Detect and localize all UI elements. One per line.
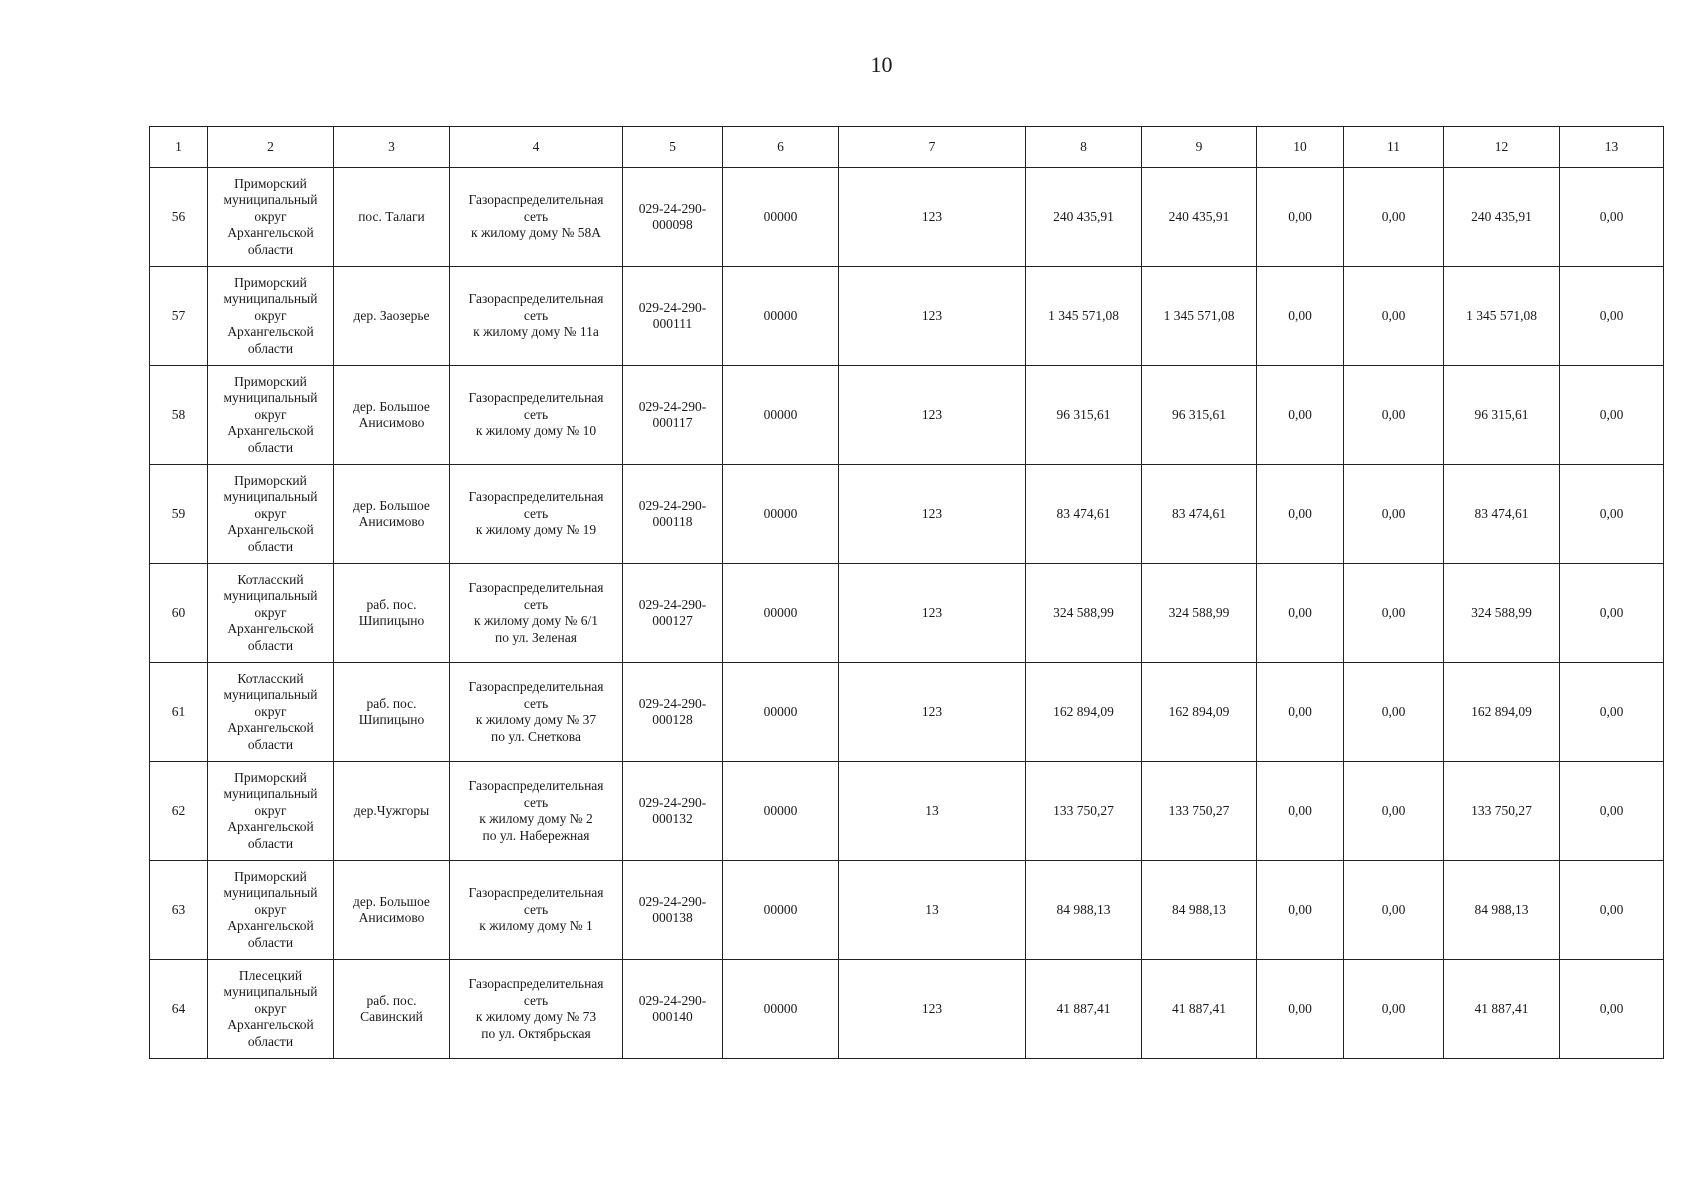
code-cell: 123 <box>839 366 1026 465</box>
amount-cell: 83 474,61 <box>1142 465 1257 564</box>
row-number: 56 <box>150 168 208 267</box>
amount-cell: 0,00 <box>1344 465 1444 564</box>
table-header <box>150 127 1664 168</box>
column-header: 3 <box>334 127 450 168</box>
amount-cell: 0,00 <box>1257 564 1344 663</box>
amount-cell: 0,00 <box>1344 366 1444 465</box>
amount-cell: 0,00 <box>1344 663 1444 762</box>
row-number: 57 <box>150 267 208 366</box>
row-number: 58 <box>150 366 208 465</box>
column-header: 5 <box>623 127 723 168</box>
amount-cell: 133 750,27 <box>1026 762 1142 861</box>
code-cell: 123 <box>839 663 1026 762</box>
amount-cell: 0,00 <box>1560 960 1664 1059</box>
row-number: 64 <box>150 960 208 1059</box>
amount-cell: 0,00 <box>1344 267 1444 366</box>
column-header: 12 <box>1444 127 1560 168</box>
amount-cell: 1 345 571,08 <box>1444 267 1560 366</box>
district-cell: Приморский муниципальный округ Архангельской области <box>208 267 334 366</box>
amount-cell: 162 894,09 <box>1026 663 1142 762</box>
code-cell: 123 <box>839 564 1026 663</box>
amount-cell: 0,00 <box>1257 366 1344 465</box>
column-header: 11 <box>1344 127 1444 168</box>
amount-cell: 0,00 <box>1560 564 1664 663</box>
page-number: 10 <box>870 52 893 77</box>
column-header: 1 <box>150 127 208 168</box>
row-number: 61 <box>150 663 208 762</box>
object-cell: Газораспределительная сеть к жилому дому № 10 <box>450 366 623 465</box>
column-header: 10 <box>1257 127 1344 168</box>
registry-number-cell: 029-24-290- 000117 <box>623 366 723 465</box>
amount-cell: 96 315,61 <box>1026 366 1142 465</box>
table-row <box>150 861 1664 960</box>
code-cell: 00000 <box>723 465 839 564</box>
table-row <box>150 168 1664 267</box>
amount-cell: 0,00 <box>1560 762 1664 861</box>
amount-cell: 0,00 <box>1344 564 1444 663</box>
code-cell: 123 <box>839 960 1026 1059</box>
amount-cell: 84 988,13 <box>1026 861 1142 960</box>
amount-cell: 0,00 <box>1257 861 1344 960</box>
object-cell: Газораспределительная сеть к жилому дому № 58А <box>450 168 623 267</box>
amount-cell: 41 887,41 <box>1444 960 1560 1059</box>
settlement-cell: раб. пос. Савинский <box>334 960 450 1059</box>
settlement-cell: раб. пос. Шипицыно <box>334 564 450 663</box>
settlement-cell: дер.Чужгоры <box>334 762 450 861</box>
table-row <box>150 465 1664 564</box>
amount-cell: 240 435,91 <box>1026 168 1142 267</box>
registry-number-cell: 029-24-290- 000132 <box>623 762 723 861</box>
code-cell: 00000 <box>723 762 839 861</box>
amount-cell: 0,00 <box>1257 267 1344 366</box>
amount-cell: 83 474,61 <box>1026 465 1142 564</box>
column-header: 2 <box>208 127 334 168</box>
table-body <box>150 168 1664 1059</box>
amount-cell: 0,00 <box>1560 861 1664 960</box>
amount-cell: 0,00 <box>1560 663 1664 762</box>
table-row <box>150 960 1664 1059</box>
settlement-cell: дер. Заозерье <box>334 267 450 366</box>
amount-cell: 83 474,61 <box>1444 465 1560 564</box>
amount-cell: 0,00 <box>1560 366 1664 465</box>
row-number: 60 <box>150 564 208 663</box>
registry-number-cell: 029-24-290- 000098 <box>623 168 723 267</box>
code-cell: 00000 <box>723 861 839 960</box>
amount-cell: 162 894,09 <box>1444 663 1560 762</box>
amount-cell: 0,00 <box>1344 168 1444 267</box>
amount-cell: 240 435,91 <box>1444 168 1560 267</box>
settlement-cell: дер. Большое Анисимово <box>334 366 450 465</box>
settlement-cell: раб. пос. Шипицыно <box>334 663 450 762</box>
settlement-cell: дер. Большое Анисимово <box>334 861 450 960</box>
code-cell: 123 <box>839 267 1026 366</box>
code-cell: 00000 <box>723 960 839 1059</box>
registry-number-cell: 029-24-290- 000138 <box>623 861 723 960</box>
object-cell: Газораспределительная сеть к жилому дому № 11а <box>450 267 623 366</box>
amount-cell: 0,00 <box>1257 465 1344 564</box>
code-cell: 00000 <box>723 168 839 267</box>
amount-cell: 41 887,41 <box>1026 960 1142 1059</box>
row-number: 59 <box>150 465 208 564</box>
registry-number-cell: 029-24-290- 000127 <box>623 564 723 663</box>
district-cell: Приморский муниципальный округ Архангельской области <box>208 465 334 564</box>
row-number: 63 <box>150 861 208 960</box>
amount-cell: 0,00 <box>1560 168 1664 267</box>
code-cell: 13 <box>839 762 1026 861</box>
amount-cell: 133 750,27 <box>1444 762 1560 861</box>
table-row <box>150 366 1664 465</box>
district-cell: Приморский муниципальный округ Архангельской области <box>208 168 334 267</box>
amount-cell: 324 588,99 <box>1142 564 1257 663</box>
district-cell: Приморский муниципальный округ Архангельской области <box>208 366 334 465</box>
code-cell: 00000 <box>723 564 839 663</box>
object-cell: Газораспределительная сеть к жилому дому № 6/1 по ул. Зеленая <box>450 564 623 663</box>
code-cell: 13 <box>839 861 1026 960</box>
amount-cell: 0,00 <box>1344 762 1444 861</box>
amount-cell: 0,00 <box>1560 465 1664 564</box>
column-header: 7 <box>839 127 1026 168</box>
object-cell: Газораспределительная сеть к жилому дому № 1 <box>450 861 623 960</box>
table-row <box>150 762 1664 861</box>
object-cell: Газораспределительная сеть к жилому дому № 37 по ул. Снеткова <box>450 663 623 762</box>
header-row <box>150 127 1664 168</box>
district-cell: Котласский муниципальный округ Архангельской области <box>208 564 334 663</box>
amount-cell: 84 988,13 <box>1142 861 1257 960</box>
amount-cell: 0,00 <box>1344 960 1444 1059</box>
amount-cell: 0,00 <box>1257 663 1344 762</box>
registry-number-cell: 029-24-290- 000111 <box>623 267 723 366</box>
amount-cell: 96 315,61 <box>1444 366 1560 465</box>
table-row <box>150 663 1664 762</box>
code-cell: 123 <box>839 168 1026 267</box>
registry-table <box>149 126 1664 1059</box>
amount-cell: 0,00 <box>1344 861 1444 960</box>
settlement-cell: пос. Талаги <box>334 168 450 267</box>
amount-cell: 133 750,27 <box>1142 762 1257 861</box>
registry-number-cell: 029-24-290- 000140 <box>623 960 723 1059</box>
amount-cell: 96 315,61 <box>1142 366 1257 465</box>
column-header: 4 <box>450 127 623 168</box>
amount-cell: 0,00 <box>1560 267 1664 366</box>
amount-cell: 1 345 571,08 <box>1026 267 1142 366</box>
object-cell: Газораспределительная сеть к жилому дому № 19 <box>450 465 623 564</box>
column-header: 8 <box>1026 127 1142 168</box>
object-cell: Газораспределительная сеть к жилому дому № 2 по ул. Набережная <box>450 762 623 861</box>
district-cell: Приморский муниципальный округ Архангельской области <box>208 861 334 960</box>
code-cell: 123 <box>839 465 1026 564</box>
row-number: 62 <box>150 762 208 861</box>
amount-cell: 0,00 <box>1257 168 1344 267</box>
amount-cell: 1 345 571,08 <box>1142 267 1257 366</box>
amount-cell: 84 988,13 <box>1444 861 1560 960</box>
amount-cell: 162 894,09 <box>1142 663 1257 762</box>
amount-cell: 240 435,91 <box>1142 168 1257 267</box>
district-cell: Котласский муниципальный округ Архангельской области <box>208 663 334 762</box>
amount-cell: 41 887,41 <box>1142 960 1257 1059</box>
column-header: 13 <box>1560 127 1664 168</box>
amount-cell: 324 588,99 <box>1444 564 1560 663</box>
registry-number-cell: 029-24-290- 000118 <box>623 465 723 564</box>
table-row <box>150 564 1664 663</box>
settlement-cell: дер. Большое Анисимово <box>334 465 450 564</box>
amount-cell: 324 588,99 <box>1026 564 1142 663</box>
object-cell: Газораспределительная сеть к жилому дому № 73 по ул. Октябрьская <box>450 960 623 1059</box>
column-header: 6 <box>723 127 839 168</box>
code-cell: 00000 <box>723 267 839 366</box>
table-row <box>150 267 1664 366</box>
district-cell: Плесецкий муниципальный округ Архангельской области <box>208 960 334 1059</box>
code-cell: 00000 <box>723 366 839 465</box>
amount-cell: 0,00 <box>1257 960 1344 1059</box>
code-cell: 00000 <box>723 663 839 762</box>
column-header: 9 <box>1142 127 1257 168</box>
district-cell: Приморский муниципальный округ Архангельской области <box>208 762 334 861</box>
registry-number-cell: 029-24-290- 000128 <box>623 663 723 762</box>
amount-cell: 0,00 <box>1257 762 1344 861</box>
